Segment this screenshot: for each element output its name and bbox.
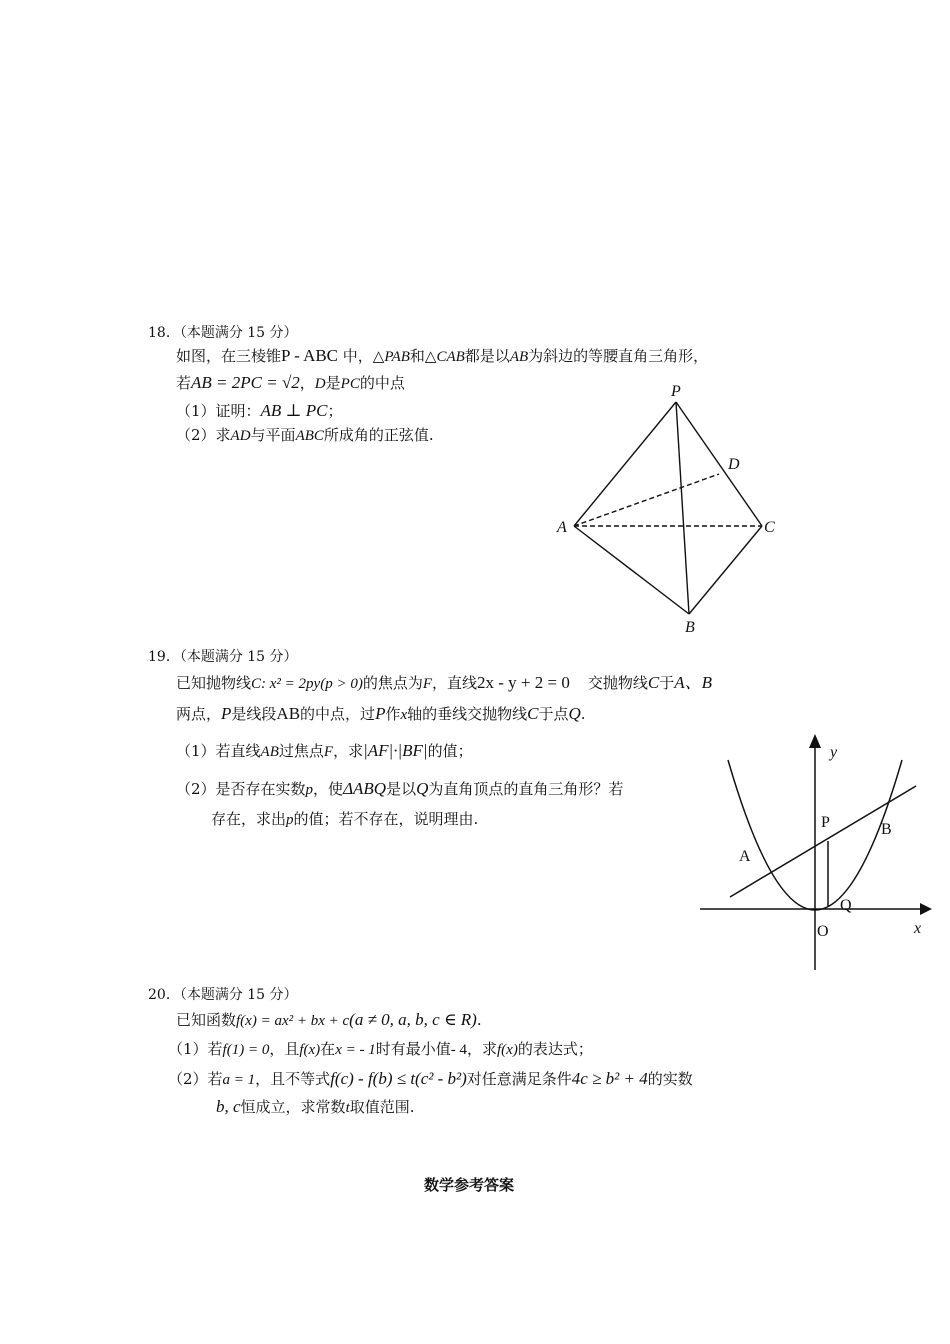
q18-line2-is: 是 [325,374,341,392]
q20-header: 20．（本题满分 15 分） [148,987,298,1003]
q20-condition: 4c ≥ b² + 4 [571,1069,648,1088]
q20-part1 [168,1039,593,1060]
q18-line1-prefix: 如图，在三棱锥 [176,347,282,365]
q19-part1-suffix: 的值； [427,742,473,760]
q20-part2-prefix: （2）若 [168,1070,223,1088]
q20-line1 [176,1010,482,1031]
q19-focus-f: F [422,676,432,692]
q18-line1-suffix: 为斜边的等腰直角三角形， [528,347,709,365]
q20-part2 [168,1069,693,1090]
q19-curve-c2: C [527,704,539,723]
q20-x-value: x = - 1 [335,1042,376,1058]
line-ab [730,786,916,897]
q19-part1-mid2: ，求 [333,742,364,760]
x-axis-arrow [920,903,932,915]
q19-part2-cont-prefix: 存在，求出 [211,810,287,828]
q20-a-equals-1: a = 1 [222,1072,256,1088]
q20-part2-cont-mid: 恒成立，求常数 [240,1098,346,1116]
q19-line-equation: 2x - y + 2 = 0 [477,673,570,692]
label-p-point: P [821,814,830,831]
q20-part2-mid: ，且不等式 [255,1070,331,1088]
q18-triangle-pab: PAB [384,349,410,365]
q19-point-q: Q [568,704,581,723]
q19-part2-suffix: 为直角顶点的直角三角形？若 [428,780,624,798]
q18-line2-suffix: 的中点 [359,374,405,392]
q19-line1-at: 于 [659,674,675,692]
q19-line2-mid3: 作 [385,705,401,723]
q18-segment-ad: AD [230,428,251,444]
q18-segment-pc: PC [340,376,360,392]
q19-line1-prefix: 已知抛物线 [176,674,252,692]
q19-line2-suffix: . [580,705,586,723]
label-a-point: A [739,848,751,865]
q19-curve-c: C [647,673,660,692]
q20-part1-mid4: ，求 [466,1040,497,1058]
q19-part2-prefix: （2）是否存在实数 [176,780,306,798]
q18-line2-comma: ， [299,374,315,392]
q18-point-d: D [314,376,326,392]
q19-real-p2: p [286,812,294,828]
label-d: D [728,456,740,473]
q19-line1-suffix: 交抛物线 [587,674,648,692]
q18-length-equation: AB = 2PC = √2 [191,373,300,392]
q19-part2-mid: ，使 [313,780,344,798]
answer-section-title: 数学参考答案 [424,1176,515,1194]
label-c: C [764,519,775,536]
q20-part1-prefix: （1）若 [168,1040,223,1058]
q18-part1-suffix: ； [327,402,343,420]
q20-line1-prefix: 已知函数 [176,1011,237,1029]
q18-tetrahedron-name: P - ABC [281,346,339,365]
q18-line2-prefix: 若 [176,374,192,392]
q18-part2-suffix: 所成角的正弦值. [323,426,434,444]
axis-label-x: x [914,920,922,937]
label-a: A [557,519,567,536]
q19-line2-mid2: 的中点，过 [300,705,376,723]
q19-points-ab: A、B [674,673,713,692]
q20-part1-mid3: 时有最小值 [375,1040,451,1058]
q19-line1-mid: 的焦点为 [362,674,423,692]
q19-distance-product: |AF|·|BF| [363,741,428,760]
q19-part1-prefix: （1）若直线 [176,742,261,760]
q18-triangle-cab: CAB [436,349,465,365]
q18-line1-and: 和△ [409,347,437,365]
q19-real-p: p [305,782,314,798]
q19-part2-cont-suffix: 的值；若不存在，说明理由. [293,810,479,828]
label-p: P [671,383,681,400]
label-q-point: Q [840,897,852,914]
y-axis-arrow [809,734,821,748]
q20-line1-suffix: . [476,1011,482,1029]
q18-perpendicular-claim: AB ⊥ PC [260,401,328,420]
q19-line2-prefix: 两点， [176,705,222,723]
q20-part2-mid2: 对任意满足条件 [466,1070,572,1088]
q19-header: 19．（本题满分 15 分） [148,649,298,665]
q19-point-p: P [221,704,232,723]
q20-inequality: f(c) - f(b) ≤ t(c² - b²) [330,1069,467,1088]
q18-plane-abc: ABC [295,428,324,444]
q20-const-t: t [345,1100,350,1116]
q18-line1-mid2: 都是以 [464,347,510,365]
q20-part2-cont-suffix: 取值范围. [349,1098,415,1116]
q20-min-value: - 4 [450,1042,467,1058]
q19-part2-mid2: 是以 [386,780,417,798]
q19-vertex-q: Q [416,779,429,798]
q19-line2-mid: 是线段 [231,705,277,723]
q19-line2-mid5: 于点 [538,705,569,723]
q18-part1-prefix: （1）证明： [176,402,261,420]
q18-line1-mid: 中，△ [338,347,385,365]
q20-vars-bc: b, c [216,1097,241,1116]
q19-triangle-abq: ΔABQ [343,779,387,798]
q20-f1-zero: f(1) = 0 [222,1042,270,1058]
q20-fx2: f(x) [497,1042,518,1058]
label-b: B [685,619,695,636]
q18-header: 18．（本题满分 15 分） [148,325,298,341]
q19-segment-ab: AB [276,704,301,723]
q19-line-ab: AB [260,744,279,760]
q19-point-p2: P [375,704,386,723]
q20-fx: f(x) [299,1042,321,1058]
q20-part2-cont [216,1097,415,1118]
label-b-point: B [881,821,892,838]
q19-part1-mid: 过焦点 [278,742,324,760]
q18-part2-mid: 与平面 [250,426,296,444]
label-o: O [817,923,829,940]
q19-line2-mid4: 轴的垂线交抛物线 [407,705,528,723]
q20-part2-suffix: 的实数 [647,1070,693,1088]
q19-x-axis-var: x [400,707,408,723]
axis-label-y: y [830,744,838,761]
q19-line1-mid2: ，直线 [432,674,478,692]
q19-parabola-equation: C: x² = 2py(p > 0) [251,676,363,692]
q20-part1-mid: ，且 [269,1040,300,1058]
q20-part1-suffix: 的表达式； [517,1040,593,1058]
q20-part1-mid2: 在 [320,1040,336,1058]
q20-function-def: f(x) = ax² + bx + c [236,1013,350,1029]
q19-focus-f2: F [323,744,334,760]
q18-part2-prefix: （2）求 [176,426,231,444]
q20-conditions: (a ≠ 0, a, b, c ∈ R) [349,1010,477,1029]
q18-hypotenuse-ab: AB [509,349,529,365]
